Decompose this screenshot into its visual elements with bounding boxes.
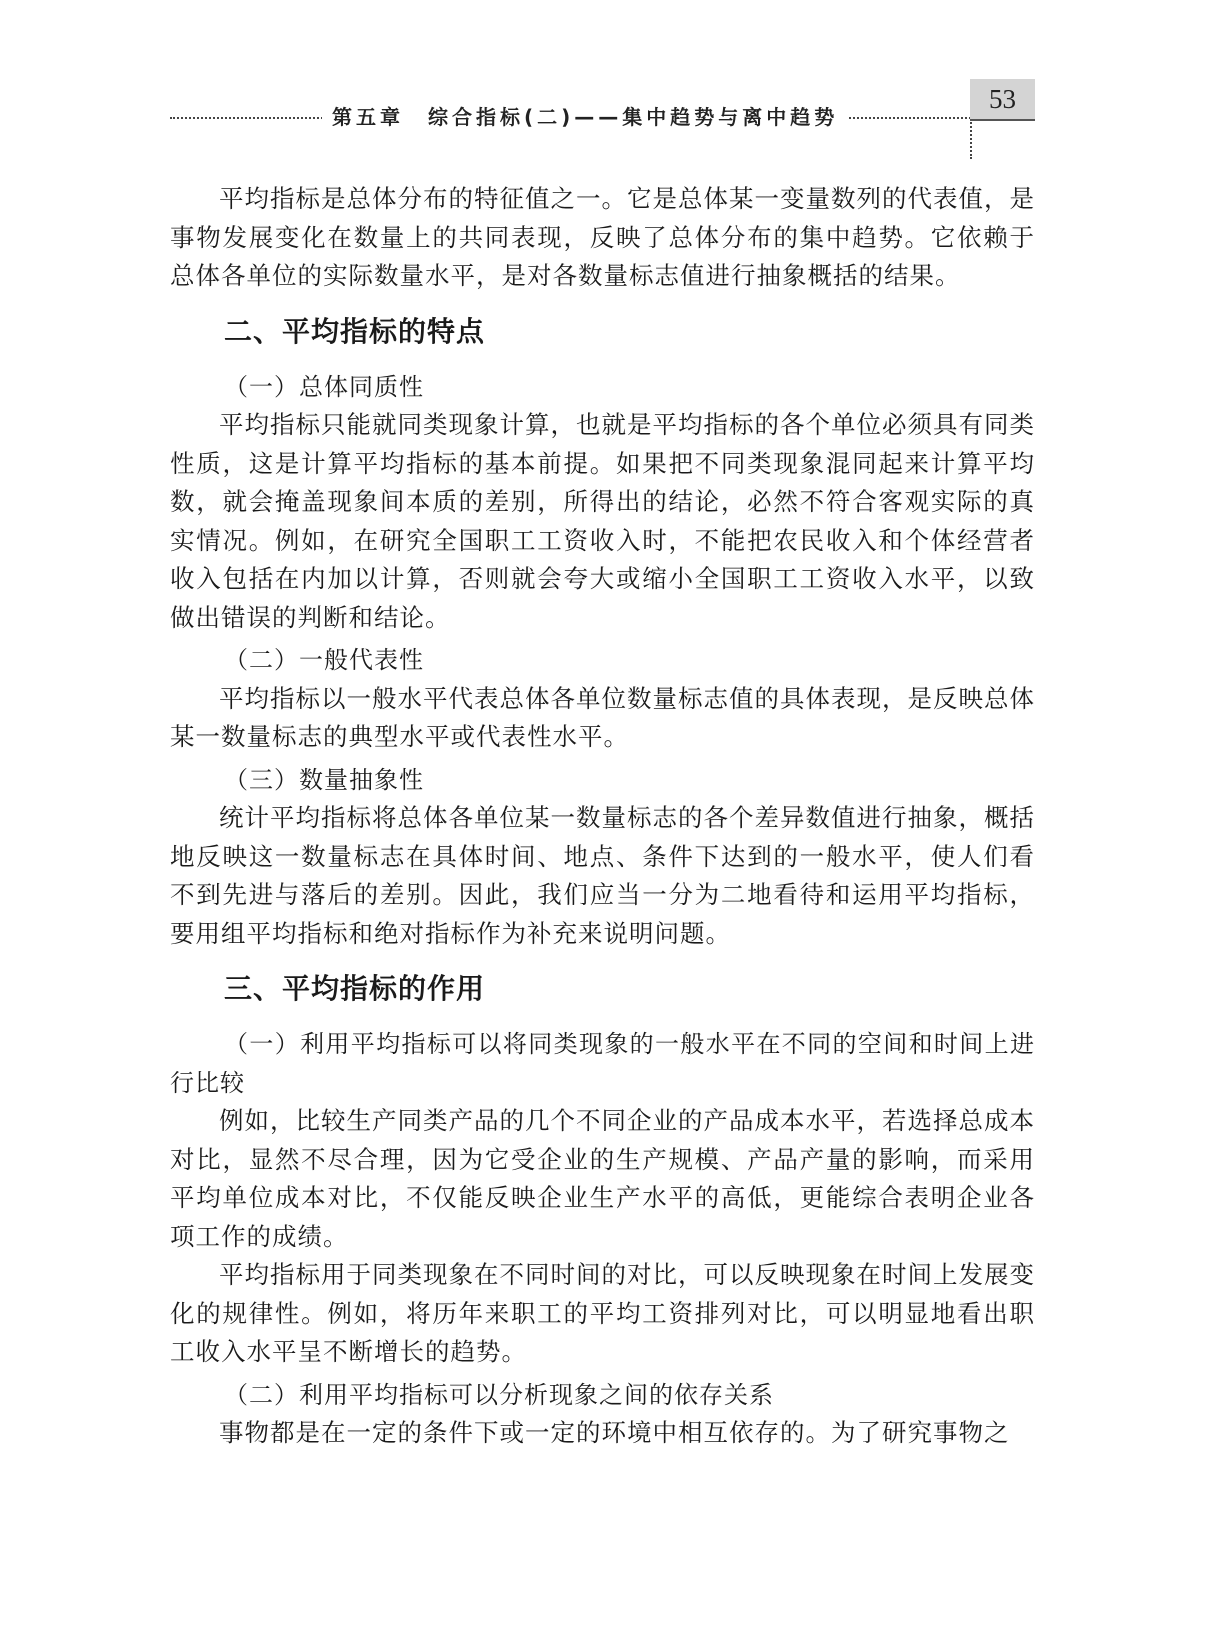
running-header <box>0 0 1205 160</box>
section-heading-functions: 三、平均指标的作用 <box>224 972 486 1005</box>
page-body <box>170 180 1035 1453</box>
subheading-homogeneity: （一）总体同质性 <box>224 372 424 401</box>
section-heading-characteristics: 二、平均指标的特点 <box>224 314 486 348</box>
intro-paragraph: 平均指标是总体分布的特征值之一。它是总体某一变量数列的代表值，是事物发展变化在数量上的共同表现，反映了总体分布的集中趋势。它依赖于总体各单位的实际数量水平，是对各数量标志值进行抽象概括的结果。 <box>170 184 1035 290</box>
paragraph-homogeneity: 平均指标只能就同类现象计算，也就是平均指标的各个单位必须具有同类性质，这是计算平均指标的基本前提。如果把不同类现象混同起来计算平均数，就会掩盖现象间本质的差别，所得出的结论，必然不符合客观实际的真实情况。例如，在研究全国职工工资收入时，不能把农民收入和个体经营者收入包括在内加以计算，否则就会夸大或缩小全国职工工资收入水平，以致做出错误的判断和结论。 <box>170 410 1035 632</box>
page-number: 53 <box>970 79 1035 121</box>
paragraph-abstraction: 统计平均指标将总体各单位某一数量标志的各个差异数值进行抽象，概括地反映这一数量标志在具体时间、地点、条件下达到的一般水平，使人们看不到先进与落后的差别。因此，我们应当一分为二地看待和运用平均指标，要用组平均指标和绝对指标作为补充来说明问题。 <box>170 803 1035 948</box>
paragraph-comparison-space: 例如，比较生产同类产品的几个不同企业的产品成本水平，若选择总成本对比，显然不尽合理，因为它受企业的生产规模、产品产量的影响，而采用平均单位成本对比，不仅能反映企业生产水平的高低，更能综合表明企业各项工作的成绩。 <box>170 1106 1035 1251</box>
paragraph-comparison-time: 平均指标用于同类现象在不同时间的对比，可以反映现象在时间上发展变化的规律性。例如，将历年来职工的平均工资排列对比，可以明显地看出职工收入水平呈不断增长的趋势。 <box>170 1260 1035 1366</box>
paragraph-representativeness: 平均指标以一般水平代表总体各单位数量标志值的具体表现，是反映总体某一数量标志的典型水平或代表性水平。 <box>170 683 1035 751</box>
chapter-title: 第五章 综合指标(二)——集中趋势与离中趋势 <box>322 100 848 134</box>
subheading-dependency: （二）利用平均指标可以分析现象之间的依存关系 <box>224 1380 774 1409</box>
subheading-comparison: （一）利用平均指标可以将同类现象的一般水平在不同的空间和时间上进行比较 <box>170 1030 1035 1097</box>
subheading-representativeness: （二）一般代表性 <box>224 646 424 674</box>
subheading-abstraction: （三）数量抽象性 <box>224 765 424 794</box>
paragraph-dependency: 事物都是在一定的条件下或一定的环境中相互依存的。为了研究事物之 <box>219 1418 1010 1447</box>
